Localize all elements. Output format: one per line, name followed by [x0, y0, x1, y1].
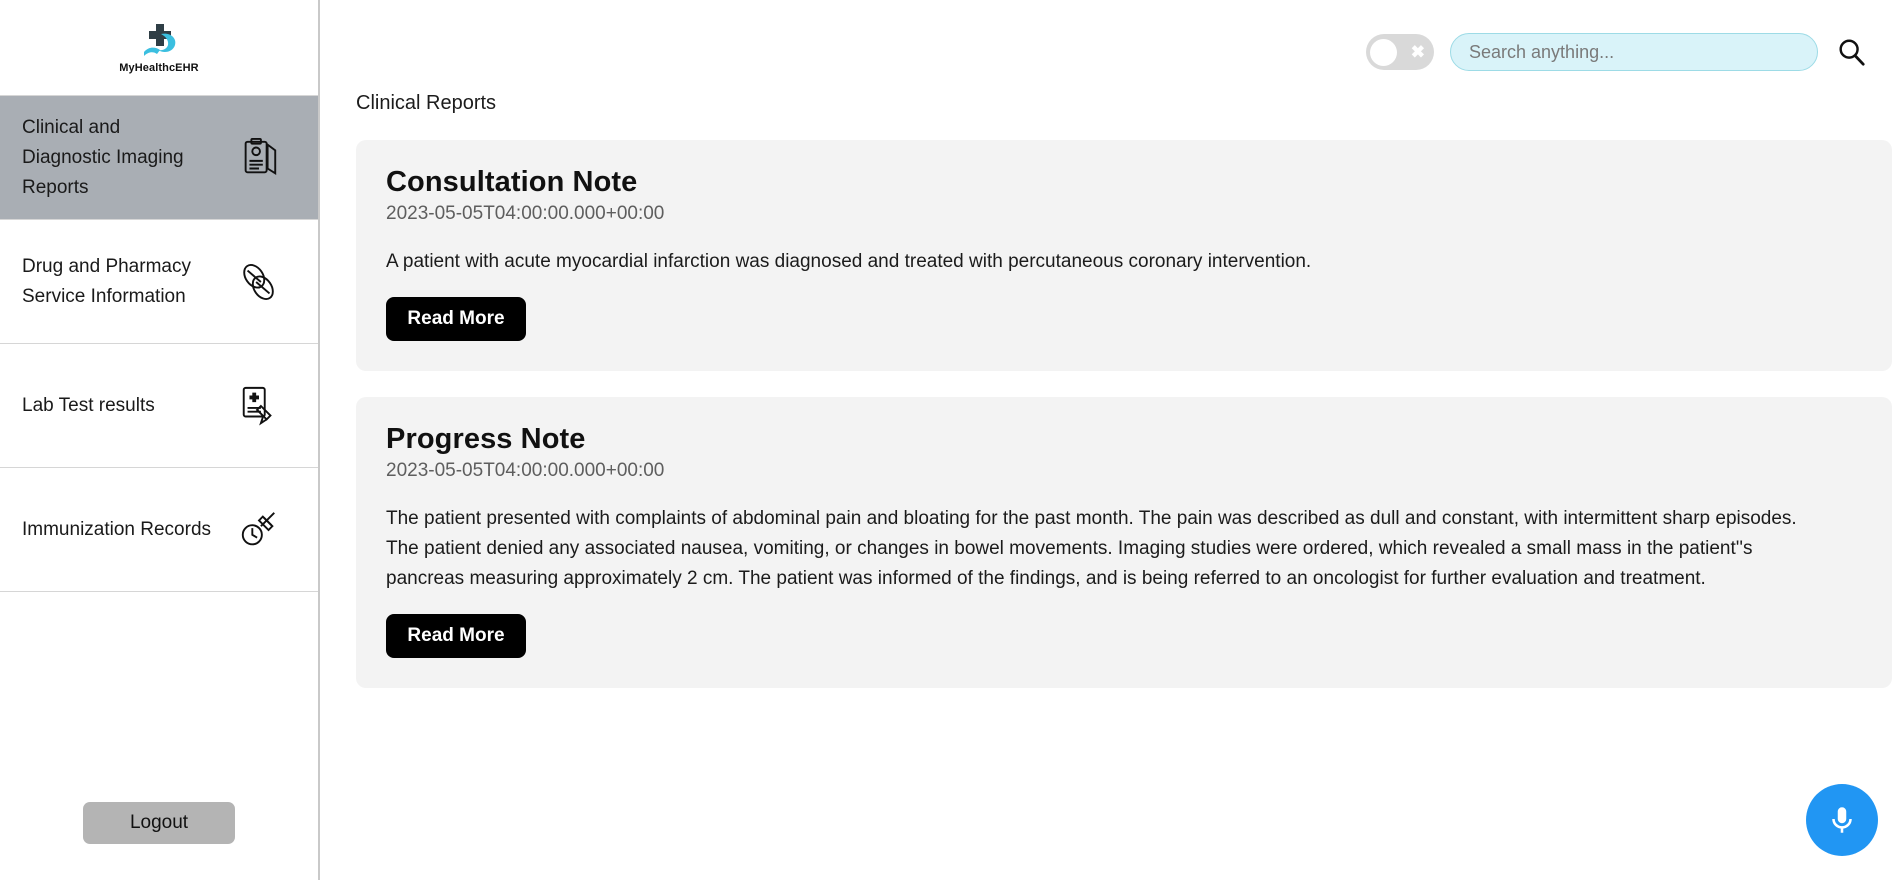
report-date: 2023-05-05T04:00:00.000+00:00: [386, 460, 665, 481]
report-date: 2023-05-05T04:00:00.000+00:00: [386, 203, 665, 224]
topbar: [320, 0, 1902, 104]
pills-icon: [236, 259, 282, 305]
lab-report-icon: [236, 383, 282, 429]
clipboard-report-icon: [236, 135, 282, 181]
report-title: Progress Note: [386, 423, 586, 455]
close-x-icon: ✖: [1410, 42, 1425, 62]
microphone-button[interactable]: [1806, 784, 1878, 856]
sidebar-item-immunization-records[interactable]: [0, 468, 318, 592]
medical-cross-logo-icon: [136, 22, 182, 60]
read-more-button[interactable]: Read More: [386, 614, 526, 658]
mode-toggle[interactable]: [1366, 34, 1434, 70]
search-input[interactable]: [1450, 33, 1818, 71]
report-body: The patient presented with complaints of abdominal pain and bloating for the past month. The pain was described as dull and constant, with intermittent sharp episodes. The patient denied any associated nausea, vomiting, or changes in bowel movements. Imaging studies were ordered, which revealed a small mass in the patient''s pancreas measuring approximately 2 cm. The patient was informed of the findings, and is being referred to an oncologist for further evaluation and treatment.: [386, 508, 1797, 589]
toggle-knob: [1370, 39, 1397, 66]
brand-header: [0, 0, 318, 96]
reports-list: [356, 140, 1892, 688]
report-body: A patient with acute myocardial infarction was diagnosed and treated with percutaneous coronary intervention.: [386, 251, 1312, 272]
search-icon: [1836, 37, 1866, 67]
read-more-button[interactable]: Read More: [386, 297, 526, 341]
search-button[interactable]: [1834, 35, 1868, 69]
syringe-icon: [236, 507, 282, 553]
brand-name: MyHealthcEHR: [119, 61, 199, 74]
breadcrumb: Clinical Reports: [356, 92, 497, 114]
logout-button[interactable]: Logout: [83, 802, 235, 844]
main-content: [320, 0, 1902, 880]
sidebar: [0, 0, 320, 880]
logout-container: [0, 802, 318, 880]
report-card: [356, 140, 1892, 371]
sidebar-item-label: Lab Test results: [22, 394, 155, 416]
sidebar-item-clinical-and-diagnostic-imaging-reports[interactable]: [0, 96, 318, 220]
sidebar-item-label: Clinical and Diagnostic Imaging Reports: [22, 116, 184, 198]
sidebar-nav: [0, 96, 318, 592]
sidebar-item-drug-and-pharmacy-service-information[interactable]: [0, 220, 318, 344]
report-title: Consultation Note: [386, 166, 638, 198]
report-card: [356, 397, 1892, 688]
sidebar-item-label: Drug and Pharmacy Service Information: [22, 255, 191, 307]
sidebar-item-lab-test-results[interactable]: [0, 344, 318, 468]
microphone-icon: [1825, 803, 1859, 837]
sidebar-item-label: Immunization Records: [22, 518, 212, 540]
